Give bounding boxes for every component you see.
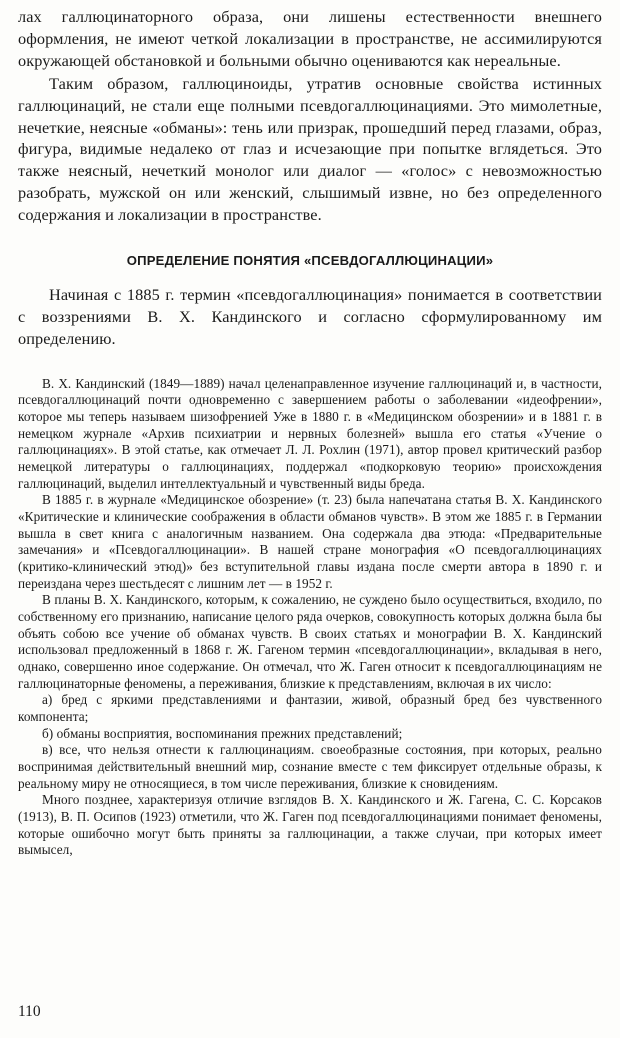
note-paragraph-1: В. Х. Кандинский (1849—1889) начал целенаправленное изучение галлюцинаций и, в частности, псевдогаллюцинаций почти одновременно с завершением работы о заболевании «идеофрении», которое мы теперь называем шизофренией Уже в 1880 г. в «Медицинском обозрении» и в 1881 г. в немецком журнале «Архив психиатрии и нервных болезней» вышла его статья «Учение о галлюцинациях». В этой статье, как отмечает Л. Л. Рохлин (1971), автор провел критический разбор немецкой литературы о галлюцинациях, поддержал «подкорковую теорию» происхождения галлюцинаций, выделил интеллектуальный и чувственный виды бреда. xyxy=(18,375,602,491)
note-list-item-a: а) бред с яркими представлениями и фантазии, живой, образный бред без чувственного компонента; xyxy=(18,692,602,724)
body-paragraph-1: лах галлюцинаторного образа, они лишены естественности внешнего оформления, не имеют четкой локализации в пространстве, не ассимилируются окружающей обстановкой и больными обычно оцениваются как нереальные. xyxy=(18,7,602,70)
body-paragraph-2: Таким образом, галлюциноиды, утратив основные свойства истинных галлюцинаций, не стали еще полными псевдогаллюцинациями. Это мимолетные, нечеткие, неясные «обманы»: тень или призрак, прошедший перед глазами, образ, фигура, видимые недалеко от глаз и исчезающие при попытке вглядеться. Это также неясный, нечеткий монолог или диалог — «голос» с невозможностью разобрать, мужской он или женский, слышимый извне, но без определенного содержания и локализации в пространстве. xyxy=(18,73,602,225)
page-bottom-edge xyxy=(0,1030,620,1038)
note-list-item-v: в) все, что нельзя отнести к галлюцинациям. своеобразные состояния, при которых, реально воспринимая действительный внешний мир, сознание вместе с тем фиксирует отдельные образы, к реальному миру не относящиеся, в том числе переживания, близкие к сновидениям. xyxy=(18,742,602,791)
note-paragraph-2: В 1885 г. в журнале «Медицинское обозрение» (т. 23) была напечатана статья В. Х. Кандинского «Критические и клинические соображения в области обманов чувств». В этом же 1885 г. в Германии вышла в свет книга с аналогичным названием. Она содержала два этюда: «Предварительные замечания» и «Псевдогаллюцинации». В нашей стране монография «О псевдогаллюцинациях (критико-клинический этюд)» без вступительной главы издана после смерти автора в 1890 г. и переиздана через шестьдесят с лишним лет — в 1952 г. xyxy=(18,492,602,591)
note-paragraph-3: В планы В. Х. Кандинского, которым, к сожалению, не суждено было осуществиться, входило, по собственному его признанию, написание целого ряда очерков, совокупность которых должна была бы объять собою все учение об обманах чувств. В своих статьях и монографии В. Х. Кандинский использовал предложенный в 1868 г. Ж. Гагеном термин «псевдогаллюцинации», вкладывая в него, однако, совершенно иное содержание. Он отмечал, что Ж. Гаген относит к псевдогаллюцинациям не галлюцинаторные феномены, а переживания, близкие к представлениям, включая в их число: xyxy=(18,592,602,691)
body-paragraph-3: Начиная с 1885 г. термин «псевдогаллюцинация» понимается в соответствии с воззрениями В. Х. Кандинского и согласно сформулированному им определению. xyxy=(18,285,602,348)
note-list-item-b: б) обманы восприятия, воспоминания прежних представлений; xyxy=(42,725,403,741)
page-content xyxy=(18,6,602,859)
page-number: 110 xyxy=(18,1003,41,1020)
note-paragraph-4: Много позднее, характеризуя отличие взглядов В. Х. Кандинского и Ж. Гагена, С. С. Корсаков (1913), В. П. Осипов (1923) отметили, что Ж. Гаген под псевдогаллюцинациями понимает феномены, которые ошибочно могут быть приняты за галлюцинации, а также случаи, при которых имеет вымысел, xyxy=(18,792,602,858)
block-spacer xyxy=(18,350,602,362)
section-heading: ОПРЕДЕЛЕНИЕ ПОНЯТИЯ «ПСЕВДОГАЛЛЮЦИНАЦИИ» xyxy=(126,253,494,269)
